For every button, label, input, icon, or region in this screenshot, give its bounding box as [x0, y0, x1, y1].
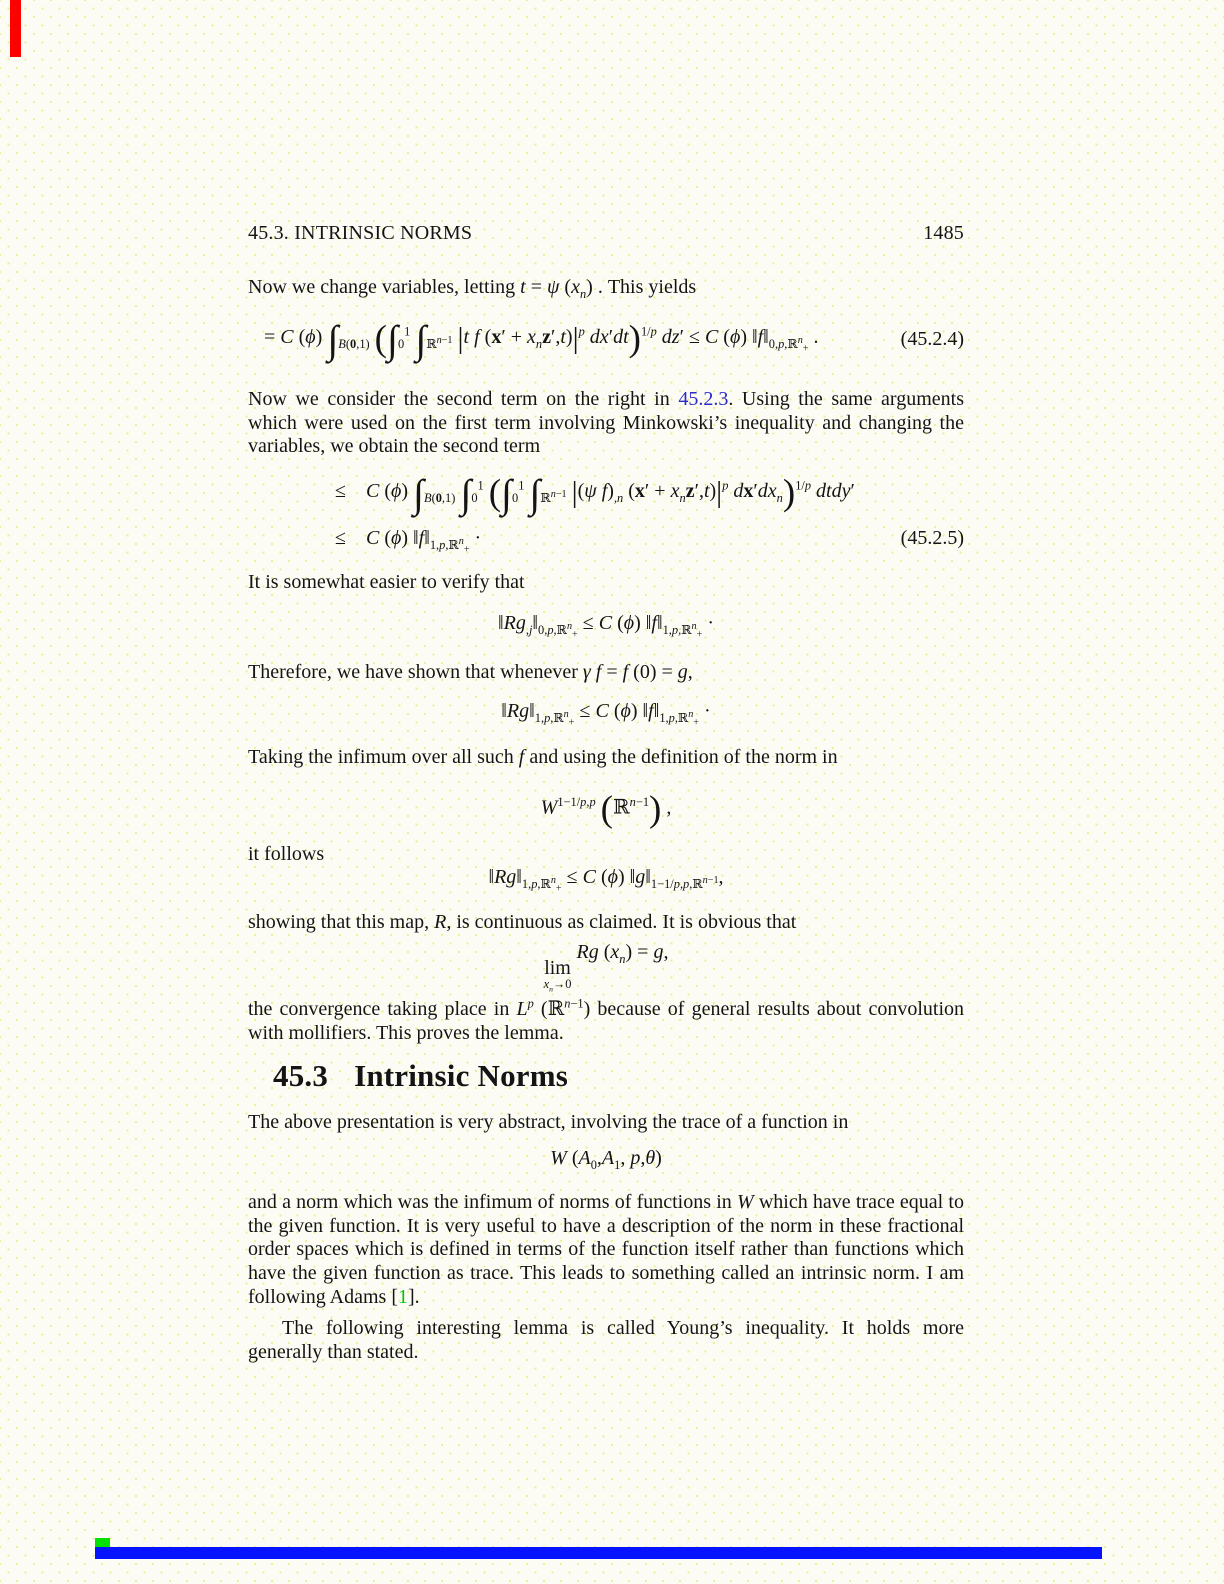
equation-45-2-5-row2: [335, 527, 964, 556]
running-header-section: 45.3. INTRINSIC NORMS: [248, 222, 473, 244]
capture-artifact-green-bar: [95, 1538, 110, 1547]
equation-w-space: W ($A_0,A_1$, p,θ): [550, 1147, 662, 1172]
paragraph-convergence: the convergence taking place in $L^p$ (ℝ$^{n-1}$) because of general results about convolution with mollifiers. This proves the lemma.: [248, 996, 965, 1044]
equation-45-2-5-row2-math: ≤ C (ϕ) $‖f‖_{1,p,ℝ^n_+}$ ·: [335, 527, 482, 556]
paragraph-above-presentation: The above presentation is very abstract, involving the trace of a function in: [248, 1111, 849, 1133]
equation-45-2-4-math: = C (ϕ) $\int_{B(0,1)}$ ($\int_0^1$ $\int_{ℝ^{n-1}}$ |t f $(x' + x_nz',t)|^p$ dx′dt)$^{1/p}$ dz′ ≤ C (ϕ) $‖f‖_{0,p,ℝ^n_+}$ .: [264, 317, 819, 362]
section-heading: [248, 1058, 989, 1095]
paragraph-therefore: Therefore, we have shown that whenever γ f = f (0) = g,: [248, 661, 693, 683]
paragraph-second-term: Now we consider the second term on the right in 45.2.3. Using the same arguments which were used on the first term involving Minkowski’s inequality and changing the variables, we obtain the second term: [248, 388, 964, 458]
capture-artifact-red-bar: [10, 0, 21, 57]
page-number: 1485: [923, 222, 964, 244]
equation-45-2-4-number: (45.2.4): [900, 327, 964, 350]
citation-link[interactable]: 1: [398, 1285, 408, 1308]
paragraph-taking-infimum: Taking the infimum over all such f and using the definition of the norm in: [248, 746, 838, 768]
equation-sobolev-space: $W^{1-1/p,p}$ (ℝ$^{n-1}$) ,: [540, 789, 672, 830]
paragraph-showing-map: showing that this map, R, is continuous as claimed. It is obvious that: [248, 911, 797, 933]
equation-rgj-norm: $‖Rg_{,j}‖_{0,p,ℝ^n_+} \le C$ (ϕ) $‖f‖_{1,p,ℝ^n_+}$ ·: [498, 612, 714, 641]
page-content: [248, 0, 964, 1584]
running-header: [248, 222, 964, 246]
paragraph-easier-verify: It is somewhat easier to verify that: [248, 571, 525, 593]
paragraph-change-variables: Now we change variables, letting t = ψ $(x_n)$ . This yields: [248, 276, 697, 301]
equation-45-2-4: [248, 316, 964, 363]
equation-rg-bound: $‖Rg‖_{1,p,ℝ^n_+} \le C$ (ϕ) $‖g‖_{1-1/p,p,ℝ^{n-1}}$,: [488, 866, 724, 895]
cross-reference-link[interactable]: 45.2.3: [678, 388, 729, 410]
paragraph-intrinsic-norm: and a norm which was the infimum of norms of functions in W which have trace equal to the given function. It is very useful to have a description of the norm in these fractional order spaces which is defined in terms of the function itself rather than functions which have the given function as trace. This leads to something called an intrinsic norm. I am following Adams [1].: [248, 1191, 964, 1308]
equation-45-2-5: [248, 470, 964, 561]
equation-limit: lim $x_n\to 0$ Rg $(x_n) = g$,: [543, 941, 669, 994]
section-heading-title: Intrinsic Norms: [354, 1058, 569, 1093]
paragraph-it-follows: it follows: [248, 843, 325, 865]
equation-45-2-5-number: (45.2.5): [900, 527, 964, 550]
equation-rg-norm: $‖Rg‖_{1,p,ℝ^n_+} \le C$ (ϕ) $‖f‖_{1,p,ℝ^n_+}$ ·: [501, 700, 711, 729]
section-heading-number: 45.3: [273, 1058, 329, 1093]
equation-45-2-5-row1: ≤ C (ϕ) $\int_{B(0,1)}$ $\int_0^1$ ($\int_0^1$ $\int_{ℝ^{n-1}}$ |(ψ $f)_{,n}$ $(x' + x_nz',t)|^p$ $dx'dx_n)^{1/p}$ dtdy′: [335, 471, 855, 516]
paragraph-young-inequality: The following interesting lemma is called Young’s inequality. It holds more generally than stated.: [248, 1317, 964, 1363]
